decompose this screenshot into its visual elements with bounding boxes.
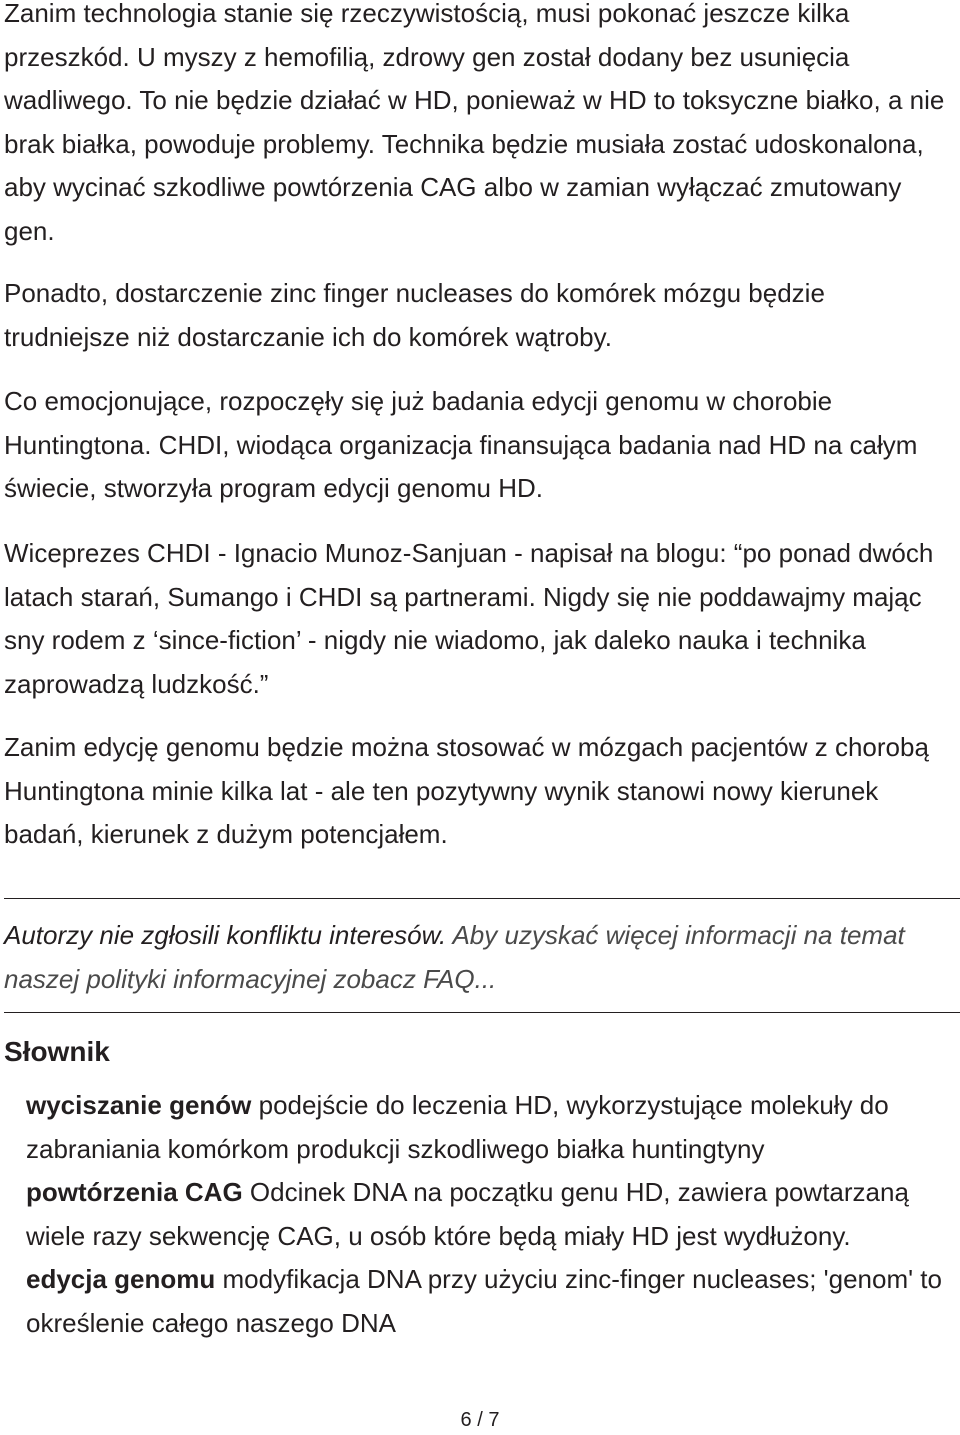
glossary-term: wyciszanie genów bbox=[26, 1090, 252, 1120]
section-divider bbox=[4, 898, 960, 899]
glossary-definition: modyfikacja DNA przy użyciu zinc-finger nucleases; 'genom' to określenie całego naszego DNA bbox=[26, 1264, 942, 1338]
glossary-entry bbox=[26, 1084, 946, 1171]
glossary-divider bbox=[4, 1012, 960, 1013]
page-number: 6 / 7 bbox=[460, 1409, 500, 1431]
paragraph-brain-delivery: Ponadto, dostarczenie zinc finger nucleases do komórek mózgu będzie trudniejsze niż dostarczanie ich do komórek wątroby. bbox=[4, 278, 825, 352]
faq-link[interactable]: Aby uzyskać więcej informacji na temat naszej polityki informacyjnej zobacz FAQ... bbox=[4, 920, 905, 994]
glossary-list bbox=[26, 1084, 946, 1345]
glossary-definition: Odcinek DNA na początku genu HD, zawiera powtarzaną wiele razy sekwencję CAG, u osób które będą miały HD jest wydłużony. bbox=[26, 1177, 909, 1251]
conflict-disclosure bbox=[4, 914, 954, 1001]
paragraph-obstacles: Zanim technologia stanie się rzeczywistością, musi pokonać jeszcze kilka przeszkód. U myszy z hemofilią, zdrowy gen został dodany bez usunięcia wadliwego. To nie będzie działać w HD, ponieważ w HD to toksyczne białko, a nie brak białka, powoduje problemy. Technika będzie musiała zostać udoskonalona, aby wycinać szkodliwe powtórzenia CAG albo w zamian wyłączać zmutowany gen. bbox=[4, 0, 945, 246]
paragraph-conclusion: Zanim edycję genomu będzie można stosować w mózgach pacjentów z chorobą Huntingtona minie kilka lat - ale ten pozytywny wynik stanowi nowy kierunek badań, kierunek z dużym potencjałem. bbox=[4, 732, 929, 849]
paragraph-quote: Wiceprezes CHDI - Ignacio Munoz-Sanjuan - napisał na blogu: “po ponad dwóch latach starań, Sumango i CHDI są partnerami. Nigdy się nie poddawajmy mając sny rodem z ‘since-fiction’ - nigdy nie wiadomo, jak daleko nauka i technika zaprowadzą ludzkość.” bbox=[4, 538, 934, 699]
glossary-title: Słownik bbox=[4, 1036, 110, 1067]
paragraph-chdi-program: Co emocjonujące, rozpoczęły się już badania edycji genomu w chorobie Huntingtona. CHDI, wiodąca organizacja finansująca badania nad HD na całym świecie, stworzyła program edycji genomu HD. bbox=[4, 386, 918, 503]
disclosure-statement: Autorzy nie zgłosili konfliktu interesów. bbox=[4, 920, 447, 950]
glossary-definition: podejście do leczenia HD, wykorzystujące molekuły do zabraniania komórkom produkcji szkodliwego białka huntingtyny bbox=[26, 1090, 889, 1164]
glossary-term: powtórzenia CAG bbox=[26, 1177, 243, 1207]
glossary-term: edycja genomu bbox=[26, 1264, 216, 1294]
glossary-entry bbox=[26, 1171, 946, 1258]
glossary-entry bbox=[26, 1258, 946, 1345]
